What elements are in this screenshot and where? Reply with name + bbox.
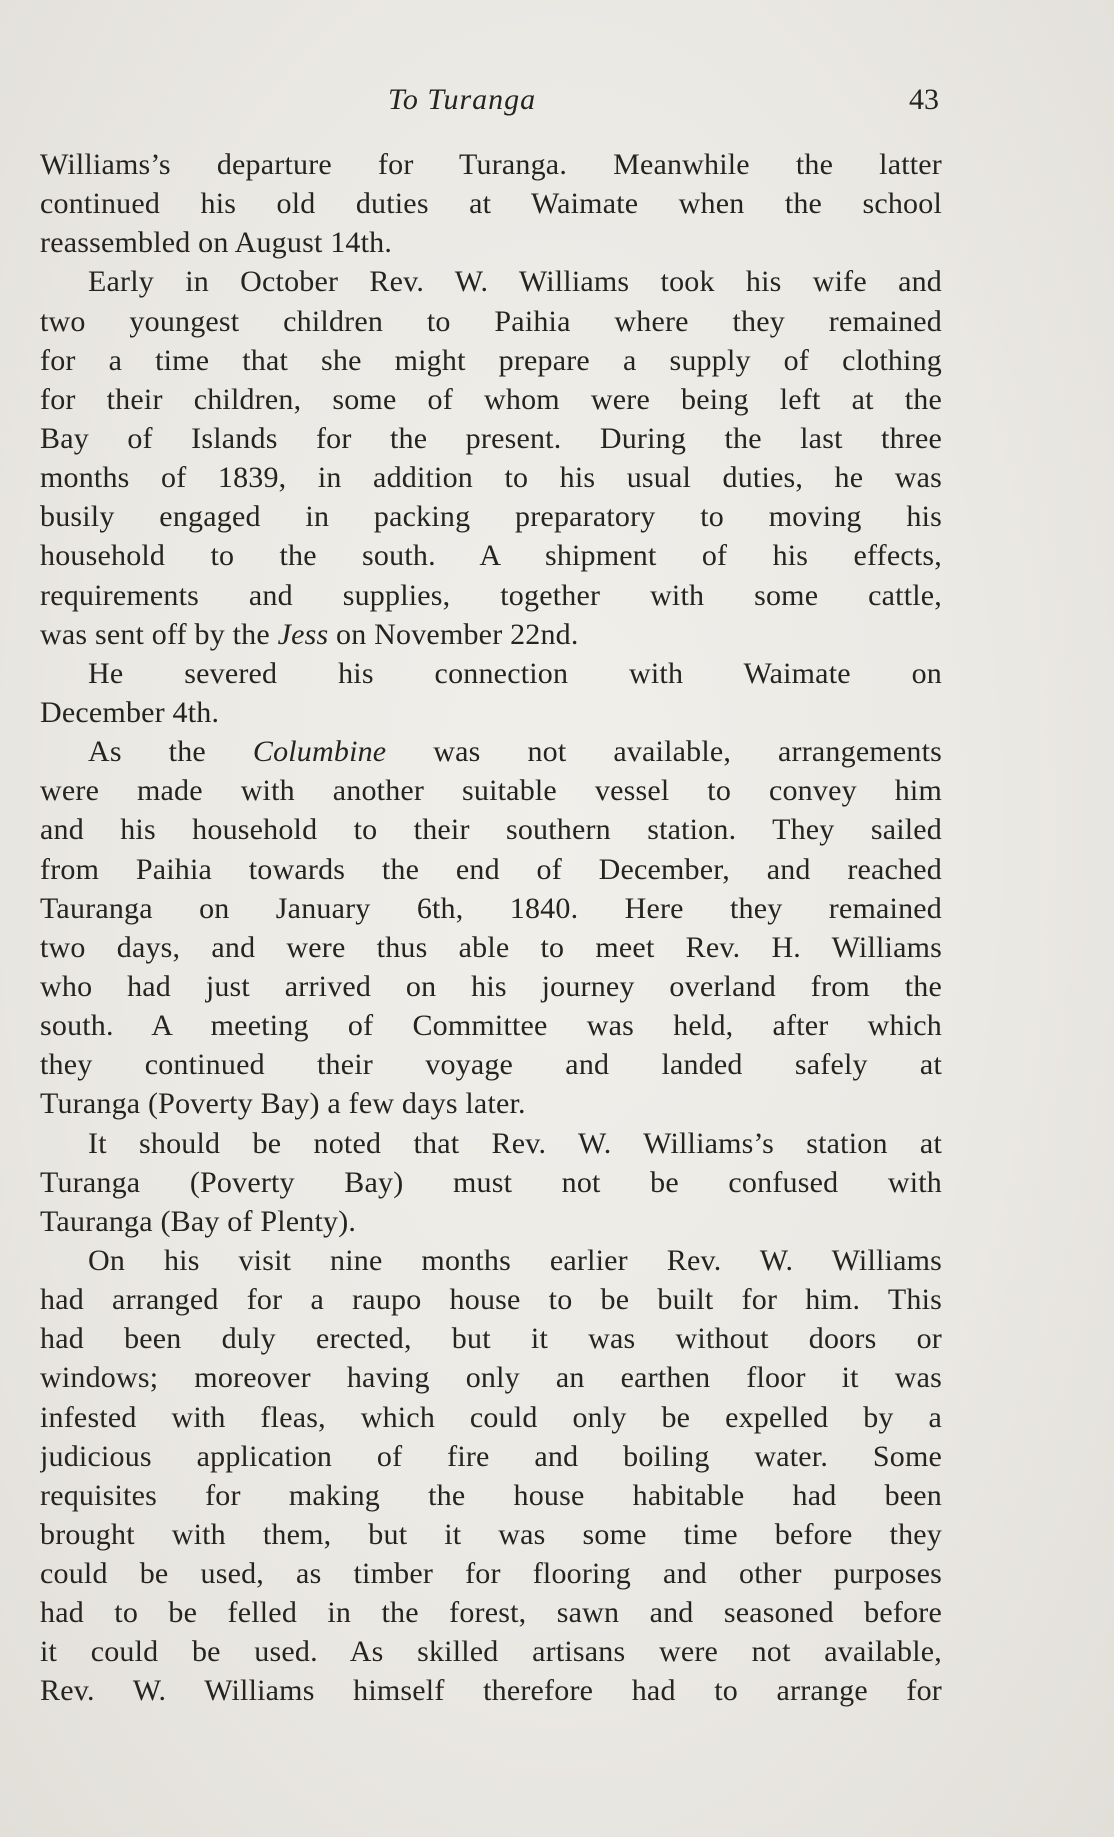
text-line: south. A meeting of Committee was held, after which <box>40 1009 942 1043</box>
text-line: Turanga (Poverty Bay) a few days later. <box>40 1087 526 1121</box>
text-line: judicious application of fire and boiling water. Some <box>40 1439 942 1473</box>
text-line: Bay of Islands for the present. During the last three <box>40 421 942 455</box>
text-line: Early in October Rev. W. Williams took his wife and <box>88 265 942 299</box>
line-segment: As the <box>88 735 253 769</box>
text-line: On his visit nine months earlier Rev. W. Williams <box>88 1243 942 1277</box>
text-line: requisites for making the house habitable had been <box>40 1478 942 1512</box>
body-text <box>40 145 942 1711</box>
text-line: busily engaged in packing preparatory to moving his <box>40 500 942 534</box>
text-line: Williams’s departure for Turanga. Meanwhile the latter <box>40 148 942 181</box>
text-line: reassembled on August 14th. <box>40 226 393 260</box>
text-line: It should be noted that Rev. W. Williams’s station at <box>88 1126 942 1160</box>
text-line: Turanga (Poverty Bay) must not be confused with <box>40 1165 942 1199</box>
text-line: they continued their voyage and landed safely at <box>40 1048 942 1082</box>
text-line <box>40 732 942 771</box>
text-line: who had just arrived on his journey overland from the <box>40 969 942 1003</box>
ship-name-columbine: Columbine <box>252 735 387 769</box>
text-line: could be used, as timber for flooring and other purposes <box>40 1557 942 1591</box>
text-line: Rev. W. Williams himself therefore had to arrange for <box>40 1674 942 1708</box>
text-line: two days, and were thus able to meet Rev. H. Williams <box>40 930 942 964</box>
line-segment: on November 22nd. <box>328 617 579 651</box>
text-line: months of 1839, in addition to his usual duties, he was <box>40 461 942 495</box>
text-line: infested with fleas, which could only be expelled by a <box>40 1400 942 1434</box>
running-title: To Turanga <box>388 83 537 116</box>
text-line: had been duly erected, but it was without doors or <box>40 1322 942 1356</box>
line-segment: was sent off by the <box>40 617 278 651</box>
line-segment: was not available, arrangements <box>386 735 942 769</box>
text-line: had to be felled in the forest, sawn and seasoned before <box>40 1596 942 1630</box>
running-head <box>0 80 1114 120</box>
text-line <box>40 615 942 654</box>
ship-name-jess: Jess <box>277 617 329 651</box>
text-line: requirements and supplies, together with some cattle, <box>40 578 942 612</box>
text-line: were made with another suitable vessel to convey him <box>40 774 942 808</box>
text-line: it could be used. As skilled artisans were not available, <box>40 1635 942 1669</box>
text-line: for their children, some of whom were being left at the <box>40 382 942 416</box>
text-line: continued his old duties at Waimate when the school <box>40 187 942 221</box>
text-line: Tauranga (Bay of Plenty). <box>40 1204 357 1238</box>
text-line: December 4th. <box>40 695 220 729</box>
text-line: household to the south. A shipment of his effects, <box>40 539 942 573</box>
text-line: two youngest children to Paihia where they remained <box>40 304 942 338</box>
text-line: windows; moreover having only an earthen floor it was <box>40 1361 942 1395</box>
text-line: He severed his connection with Waimate on <box>88 656 942 690</box>
text-line: Tauranga on January 6th, 1840. Here they remained <box>40 891 942 925</box>
text-line: brought with them, but it was some time before they <box>40 1517 942 1551</box>
text-line: for a time that she might prepare a supply of clothing <box>40 343 942 377</box>
text-line: and his household to their southern station. They sailed <box>40 813 942 847</box>
text-line: from Paihia towards the end of December, and reached <box>40 852 942 886</box>
text-line: had arranged for a raupo house to be built for him. This <box>40 1283 942 1317</box>
page-number: 43 <box>909 83 939 116</box>
